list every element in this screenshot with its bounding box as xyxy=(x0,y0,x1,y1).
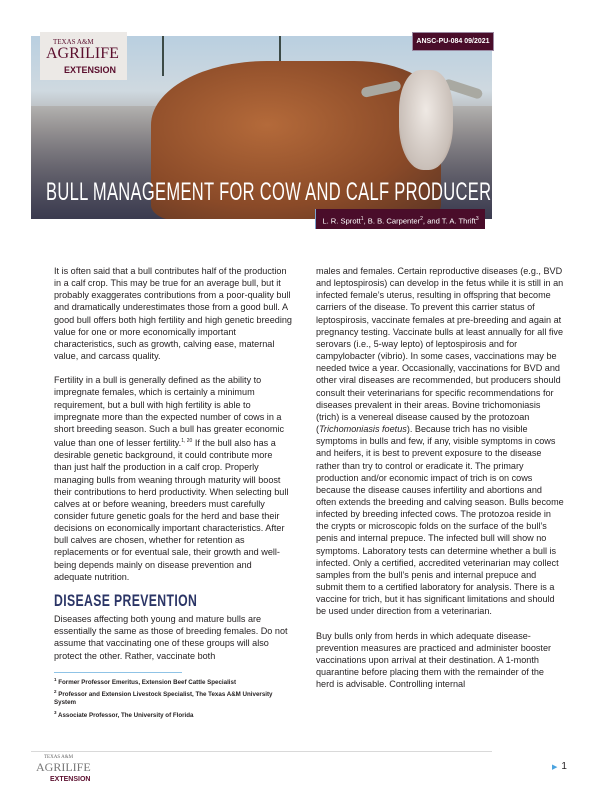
page-number xyxy=(552,761,567,772)
logo-line1: TEXAS A&M xyxy=(53,38,94,46)
logo-line2: AGRILIFE xyxy=(46,45,119,62)
left-column xyxy=(54,265,292,674)
section-heading: DISEASE PREVENTION xyxy=(54,590,198,610)
author-name: L. R. Sprott xyxy=(322,216,361,226)
author-sup: 2 xyxy=(420,216,423,222)
fn-num: 3 xyxy=(54,710,57,715)
triangle-icon: ▶ xyxy=(552,764,558,771)
paragraph: Buy bulls only from herds in which adequate disease-prevention measures are practiced and administer booster vaccinations upon arrival at their destination. A 1-month quarantine before placing them with the remainder of the herd is advisable. Controlling internal xyxy=(316,630,552,690)
text: If the bull also has a desirable genetic background, it could contribute more than just half the production in a calf crop. Properly managing bulls from weaning through maturity will boost their contributions to herd productivity. When selecting bull calves at or before weaning, breeders must carefully consider future genetic goals for the herd and base their decisions on economically important characteristics. After bull calves are chosen, whether for retention as replacements or for eventual sale, their growth and well-being depends mainly on disease prevention and adequate nutrition. xyxy=(54,438,289,582)
fn-text: Professor and Extension Livestock Specialist, The Texas A&M University System xyxy=(54,691,273,706)
author-sup: 1 xyxy=(360,216,364,222)
sep: , xyxy=(363,216,368,226)
author-name: B. B. Carpenter xyxy=(367,216,421,226)
text: males and females. Certain reproductive diseases (e.g., BVD and leptospirosis) can develop in the fetus while it is still in an infected female’s uterus, resulting in offspring that become carriers of the disease. To prevent this carrier status of leptospirosis, vaccinate females at pre-breeding and again at pregnancy testing. Vaccinate bulls at least annually for all five serovars (i.e., 5-way lepto) of leptospirosis and for campylobacter (vibrio). In some cases, vaccinations may be needed twice a year. Occasionally, vaccinations for BVD and other viral diseases are recommended, but producers should consult their veterinarians for specific recommendations for diseases prevalent in their areas. Bovine trichomoniasis (trich) is a venereal disease caused by the protozoan ( xyxy=(316,266,564,435)
agrilife-logo xyxy=(40,32,127,80)
sep: , and xyxy=(422,216,442,226)
logo-line1: TEXAS A&M xyxy=(44,755,74,760)
species-name: Trichomoniasis foetus xyxy=(319,424,407,435)
citation: 1, 20 xyxy=(181,438,193,445)
fence-post xyxy=(162,36,164,76)
author-name: T. A. Thrift xyxy=(441,216,476,226)
footnote xyxy=(54,688,279,706)
logo-line2: AGRILIFE xyxy=(36,760,91,774)
bull-head xyxy=(399,70,453,170)
logo-line3: EXTENSION xyxy=(64,65,117,75)
footnote xyxy=(54,709,284,720)
text: Fertility in a bull is generally defined as the ability to impregnate females, which is certainly a minimum requirement, but a bull with high fertility is able to impregnate more than the expected number of cows in a short breeding season. Such a bull has greater economic value than one of lesser fertility. xyxy=(54,375,285,449)
footer-divider xyxy=(31,751,492,752)
right-column xyxy=(316,265,564,702)
author-sup: 3 xyxy=(475,216,479,222)
page-title: BULL MANAGEMENT FOR COW AND CALF PRODUCERS xyxy=(46,178,503,206)
paragraph xyxy=(316,265,564,618)
footnote xyxy=(54,676,284,687)
footer-logo xyxy=(36,754,96,788)
paragraph: Diseases affecting both young and mature bulls are essentially the same as those of breeding females. Do not assume that vaccinating one of these groups will also protect the other. Rather, vaccinate both xyxy=(54,614,288,661)
text: ). Because trich has no visible symptoms in bulls and few, if any, visible symptoms in cows and heifers, it is best to prevent exposure to the disease rather than try to control or eradicate it. The primary production and/or economic impact of trich is on cows because the disease causes infertility and abortions and often extends the breeding and calving season. Bulls become infected by breeding infected cows. The protozoa reside in the crypts or microscopic folds on the surface of the bull’s penis and internal prepuce. The infected bull will show no symptoms. Laboratory tests can determine whether a bull is infected. Only a certified, accredited veterinarian may collect samples from the bull’s penis and internal prepuce and submit them to a certified laboratory for analysis. There is a vaccine for trich, but it has significant limitations and should be used under direction from a veterinarian. xyxy=(316,424,564,617)
fn-num: 1 xyxy=(54,677,57,682)
fn-text: Former Professor Emeritus, Extension Beef Cattle Specialist xyxy=(58,679,237,687)
paragraph: It is often said that a bull contributes half of the production in a calf crop. This may be true for an average bull, but it probably exaggerates contributions from a poor-quality bull and dramatically underestimates those from a good bull. A good bull offers both high fertility and high genetic breeding value for one or more economically important characteristics, such as growth, calving ease, maternal value, and carcass quality. xyxy=(54,266,292,362)
footnote-divider xyxy=(54,672,182,673)
logo-line3: EXTENSION xyxy=(50,776,91,783)
authors xyxy=(315,209,485,229)
fn-text: Associate Professor, The University of Florida xyxy=(58,712,194,720)
publication-code: ANSC-PU-084 09/2021 xyxy=(412,32,494,51)
paragraph xyxy=(54,374,292,583)
page-number-text: 1 xyxy=(561,761,567,772)
fn-num: 2 xyxy=(54,689,57,694)
